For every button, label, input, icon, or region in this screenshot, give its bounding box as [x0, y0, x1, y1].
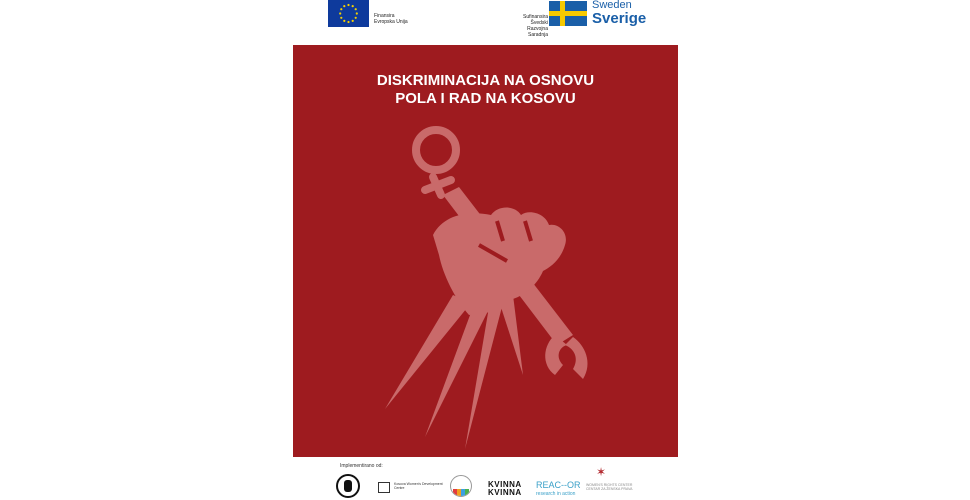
cover-title-line2: POLA I RAD NA KOSOVU — [395, 90, 576, 107]
kvinna-till-kvinna-logo — [488, 481, 522, 497]
kvinna-line2: KVINNA — [488, 488, 522, 497]
eu-caption — [374, 13, 408, 25]
partner-colorful-logo — [450, 475, 472, 497]
sweden-flag-logo — [549, 1, 587, 26]
partner-kwdc-logo — [378, 481, 444, 495]
sweden-caption-line1: Sufinansira Švedski — [522, 14, 548, 26]
sweden-caption-line2: Razvojna Saradnja — [527, 26, 548, 38]
partner-circle-logo — [336, 474, 360, 498]
eu-caption-line2: Evropska Unija — [374, 19, 408, 25]
wrc-star-icon: ✶ — [596, 465, 607, 479]
eu-stars-icon — [328, 0, 369, 27]
wrc-line1: WOMEN'S RIGHTS CENTER — [586, 483, 633, 487]
kvinna-line1: KVINNA — [488, 480, 522, 489]
reactor-logo: REAC--OR — [536, 480, 581, 490]
cover-title-line1: DISKRIMINACIJA NA OSNOVU — [376, 72, 595, 89]
sweden-caption — [508, 14, 548, 38]
eu-flag-logo — [328, 0, 369, 27]
wrc-line2: CENTAR ZA ŽENSKA PRAVA — [586, 487, 633, 491]
sweden-wordmark: Sweden — [592, 0, 632, 11]
sverige-wordmark: Sverige — [592, 10, 647, 27]
fist-wrench-icon — [293, 45, 678, 457]
reactor-tagline: research in action — [536, 491, 576, 497]
wrc-text — [586, 483, 636, 491]
implemented-by-label: Implementirano od: — [340, 463, 383, 469]
eu-caption-line1: Finansira — [374, 13, 395, 19]
kwdc-icon — [378, 482, 390, 493]
report-cover — [293, 45, 678, 457]
kwdc-text: Kosova Women's Development Centre — [394, 482, 443, 490]
